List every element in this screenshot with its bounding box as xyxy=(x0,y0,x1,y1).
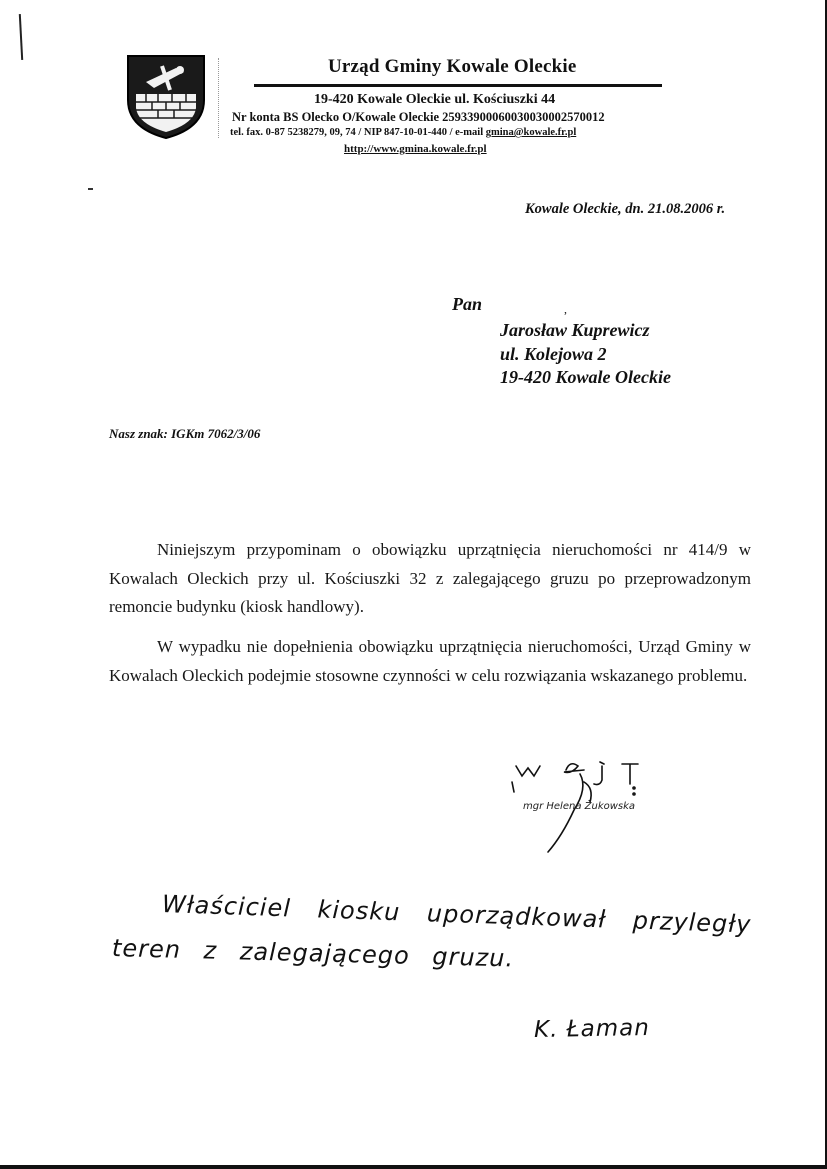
recipient-name: Jarosław Kuprewicz xyxy=(500,320,650,340)
body-paragraph-1: Niniejszym przypominam o obowiązku uprzątnięcia nieruchomości nr 414/9 w Kowalach Oleckich przy ul. Kościuszki 32 z zalegającego gruzu po przeprowadzonym remoncie budynku (kiosk handlowy). xyxy=(109,540,751,617)
recipient-salutation: Pan xyxy=(452,294,483,314)
header-rule xyxy=(254,84,662,87)
signature-stamp-text: mgr Helena Żukowska xyxy=(523,801,636,812)
scan-artifact-dot xyxy=(88,188,93,190)
bank-account: Nr konta BS Olecko O/Kowale Oleckie 25933900060030030002570012 xyxy=(232,110,605,124)
website-link[interactable]: http://www.gmina.kowale.fr.pl xyxy=(344,143,487,155)
scan-border-bottom xyxy=(0,1165,827,1169)
contact-line xyxy=(230,127,576,138)
email-link[interactable]: gmina@kowale.fr.pl xyxy=(485,127,577,138)
body-paragraph-2: W wypadku nie dopełnienia obowiązku uprzątnięcia nieruchomości, Urząd Gminy w Kowalach Oleckich podejmie stosowne czynności w celu rozwiązania wskazanego problemu. xyxy=(109,637,751,685)
header-dotted-separator xyxy=(218,58,219,138)
office-address: 19-420 Kowale Oleckie ul. Kościuszki 44 xyxy=(314,92,556,107)
reference-number: Nasz znak: IGKm 7062/3/06 xyxy=(109,426,261,441)
date-line: Kowale Oleckie, dn. 21.08.2006 r. xyxy=(525,201,726,217)
scan-artifact-mark xyxy=(19,14,23,60)
recipient-street: ul. Kolejowa 2 xyxy=(500,344,607,364)
office-name: Urząd Gminy Kowale Oleckie xyxy=(328,56,577,77)
handwritten-note-line-2: teren z zalegającego gruzu. xyxy=(111,934,515,973)
recipient-city: 19-420 Kowale Oleckie xyxy=(500,367,671,387)
handwritten-note-line-1: Właściciel kiosku uporządkował przyległy xyxy=(161,890,752,939)
handwritten-signature: K. Łaman xyxy=(533,1014,651,1044)
phone-fax-nip: tel. fax. 0-87 5238279, 09, 74 / NIP 847-10-01-440 / e-mail xyxy=(230,127,486,138)
recipient-mark: , xyxy=(564,302,567,316)
municipal-crest-icon xyxy=(124,52,208,140)
